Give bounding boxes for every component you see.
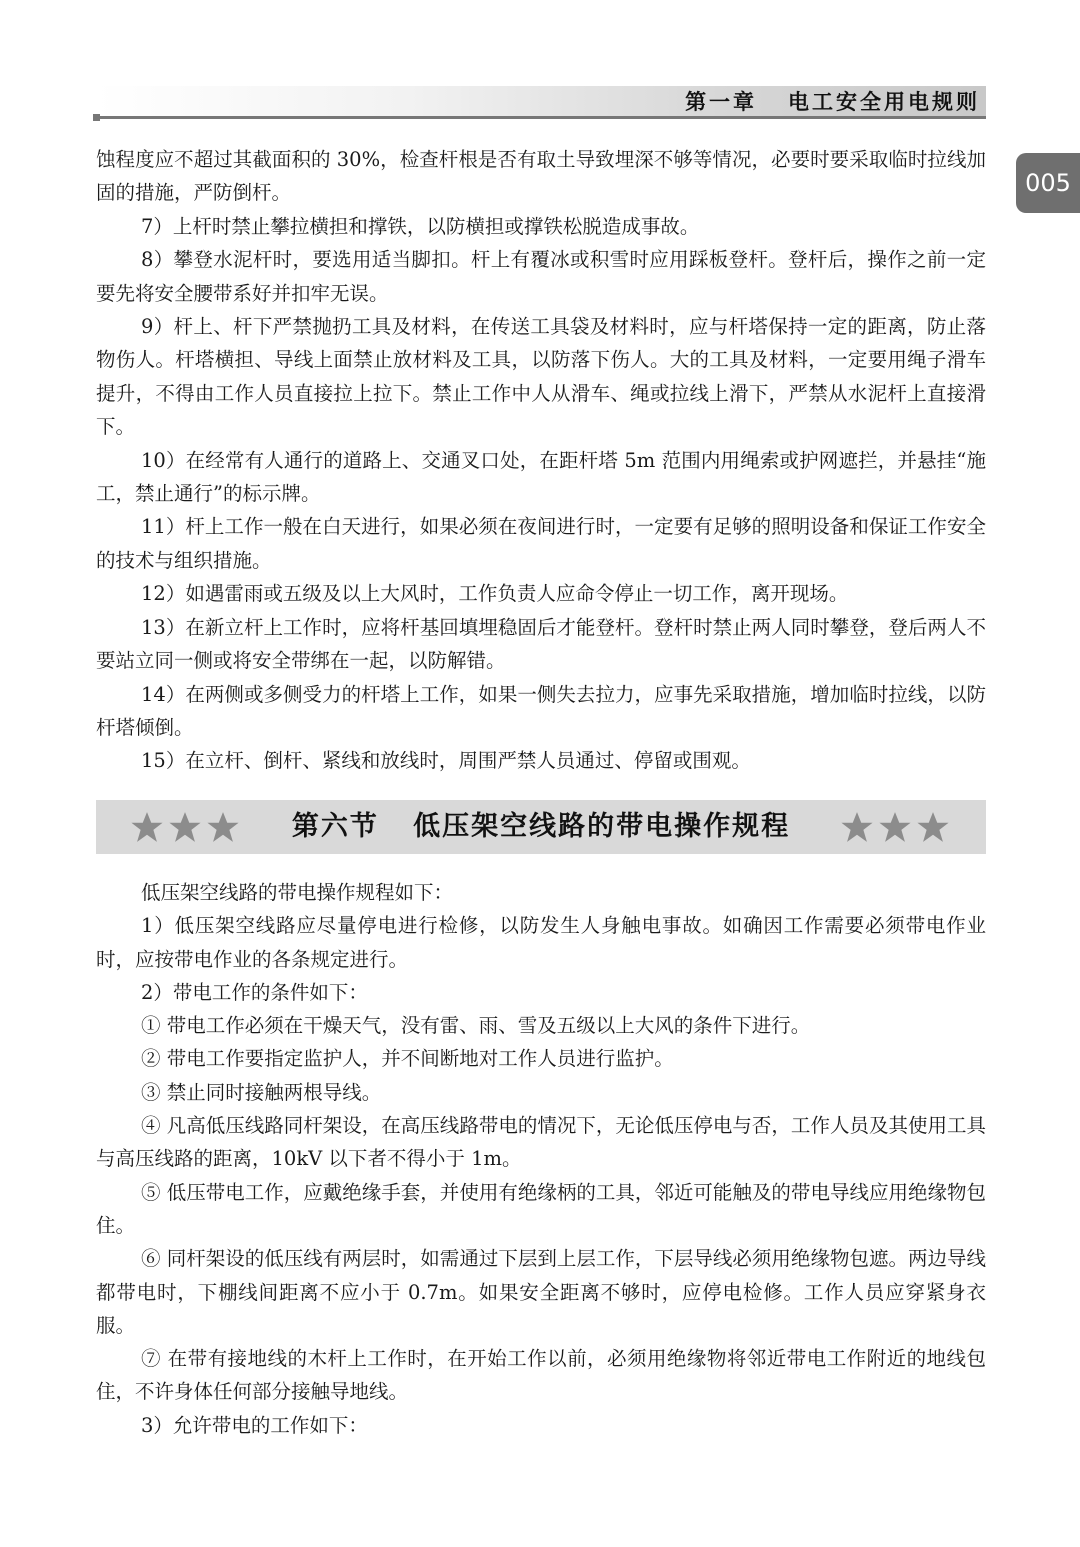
chapter-title: 第一章 电工安全用电规则	[685, 90, 980, 114]
paragraph: ④ 凡高低压线路同杆架设，在高压线路带电的情况下，无论低压停电与否，工作人员及其使用工具与高压线路的距离，10kV 以下者不得小于 1m。	[96, 1114, 986, 1171]
paragraph: 2）带电工作的条件如下：	[141, 980, 368, 1004]
section-1-body	[96, 143, 986, 778]
section-title: 第六节 低压架空线路的带电操作规程	[291, 811, 791, 842]
paragraph: ⑤ 低压带电工作，应戴绝缘手套，并使用有绝缘柄的工具，邻近可能触及的带电导线应用绝缘物包住。	[96, 1180, 986, 1237]
page-number-tab: 005	[1016, 153, 1080, 213]
header-rule	[96, 116, 986, 119]
paragraph: 10）在经常有人通行的道路上、交通叉口处，在距杆塔 5m 范围内用绳索或护网遮拦，并悬挂“施工，禁止通行”的标示牌。	[96, 448, 986, 506]
section-heading-banner	[96, 800, 986, 854]
paragraph: 11）杆上工作一般在白天进行，如果必须在夜间进行时，一定要有足够的照明设备和保证工作安全的技术与组织措施。	[96, 515, 986, 572]
paragraph: 7）上杆时禁止攀拉横担和撑铁，以防横担或撑铁松脱造成事故。	[141, 214, 700, 238]
paragraph: ① 带电工作必须在干燥天气，没有雷、雨、雪及五级以上大风的条件下进行。	[141, 1014, 811, 1038]
section-2-body	[96, 876, 986, 1442]
paragraph: ③ 禁止同时接触两根导线。	[141, 1080, 382, 1104]
paragraph: 8）攀登水泥杆时，要选用适当脚扣。杆上有覆冰或积雪时应用踩板登杆。登杆后，操作之前一定要先将安全腰带系好并扣牢无误。	[96, 248, 986, 305]
paragraph: 12）如遇雷雨或五级及以上大风时，工作负责人应命令停止一切工作，离开现场。	[141, 582, 849, 606]
paragraph: 1）低压架空线路应尽量停电进行检修，以防发生人身触电事故。如确因工作需要必须带电作业时，应按带电作业的各条规定进行。	[96, 914, 986, 971]
star-icon	[840, 810, 874, 844]
star-icon	[916, 810, 950, 844]
paragraph: 3）允许带电的工作如下：	[141, 1413, 368, 1437]
header-rule-marker	[93, 114, 100, 121]
star-icon	[878, 810, 912, 844]
paragraph: 15）在立杆、倒杆、紧线和放线时，周围严禁人员通过、停留或围观。	[141, 749, 751, 773]
paragraph: ② 带电工作要指定监护人，并不间断地对工作人员进行监护。	[141, 1047, 674, 1071]
stars-right	[840, 800, 950, 854]
paragraph: 14）在两侧或多侧受力的杆塔上工作，如果一侧失去拉力，应事先采取措施，增加临时拉线，以防杆塔倾倒。	[96, 682, 986, 739]
paragraph: ⑦ 在带有接地线的木杆上工作时，在开始工作以前，必须用绝缘物将邻近带电工作附近的地线包住，不许身体任何部分接触导地线。	[96, 1347, 986, 1404]
paragraph: 蚀程度应不超过其截面积的 30%，检查杆根是否有取土导致埋深不够等情况，必要时要采取临时拉线加固的措施，严防倒杆。	[96, 148, 986, 205]
paragraph: 13）在新立杆上工作时，应将杆基回填埋稳固后才能登杆。登杆时禁止两人同时攀登，登后两人不要站立同一侧或将安全带绑在一起，以防解错。	[96, 615, 986, 673]
paragraph: 低压架空线路的带电操作规程如下：	[141, 881, 454, 904]
paragraph: ⑥ 同杆架设的低压线有两层时，如需通过下层到上层工作，下层导线必须用绝缘物包遮。两边导线都带电时，下棚线间距离不应小于 0.7m。如果安全距离不够时，应停电检修。工作人员应穿紧身衣服。	[96, 1247, 986, 1337]
paragraph: 9）杆上、杆下严禁抛扔工具及材料，在传送工具袋及材料时，应与杆塔保持一定的距离，防止落物伤人。杆塔横担、导线上面禁止放材料及工具，以防落下伤人。大的工具及材料，一定要用绳子滑车提升，不得由工作人员直接拉上拉下。禁止工作中人从滑车、绳或拉线上滑下，严禁从水泥杆上直接滑下。	[96, 315, 986, 439]
